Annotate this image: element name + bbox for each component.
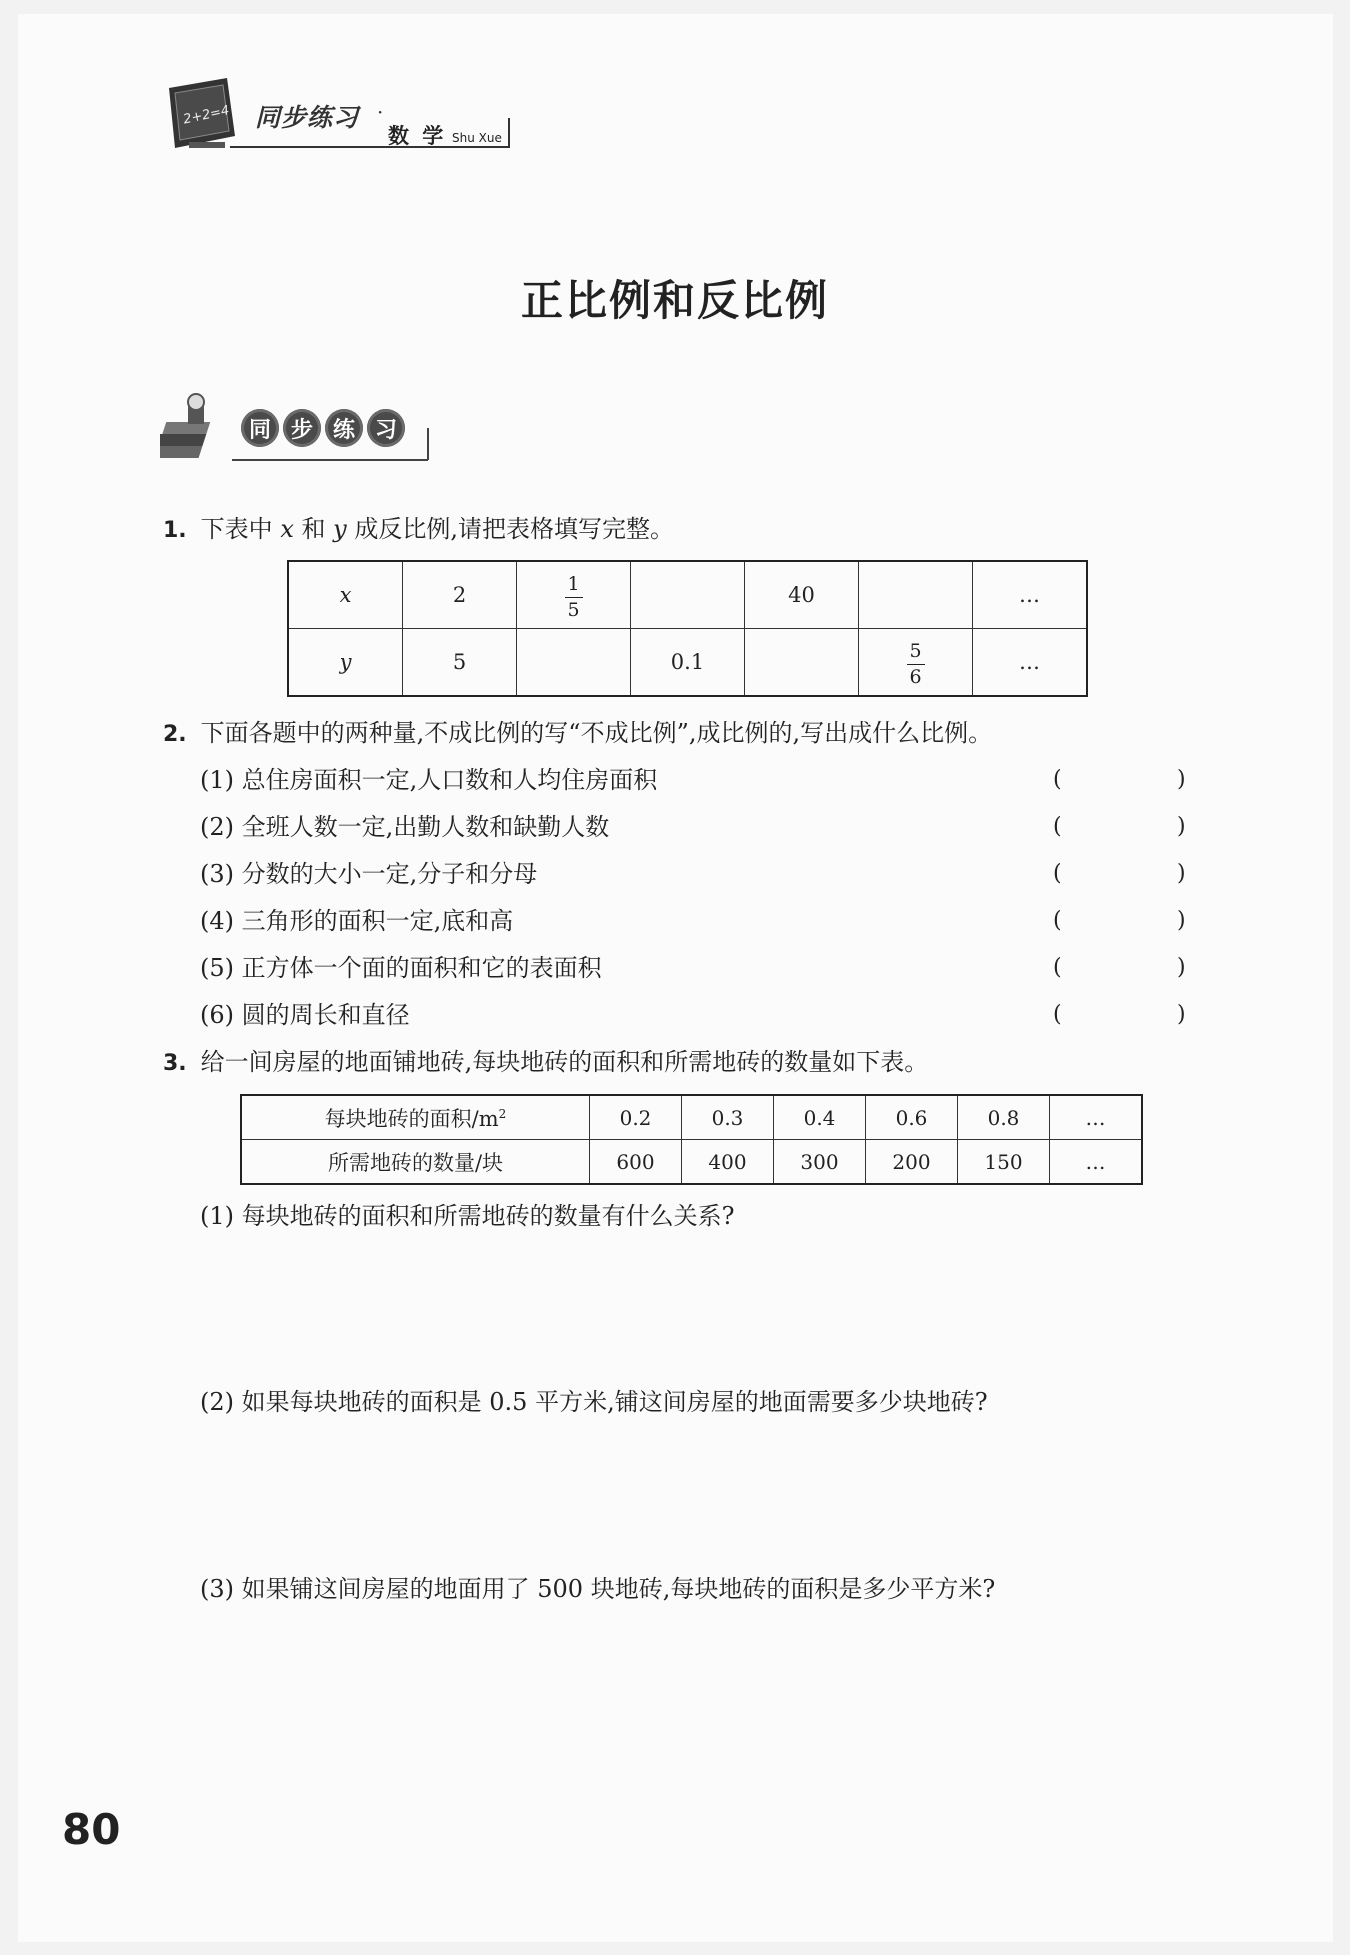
board-text: 2+2=4 xyxy=(181,103,231,128)
answer-paren-close: ) xyxy=(1177,955,1186,980)
question-text: 和 xyxy=(301,515,326,543)
answer-paren-close: ) xyxy=(1177,908,1186,933)
subject-name: 数 学 xyxy=(388,124,447,148)
header-corner-line xyxy=(508,118,510,148)
answer-paren-open: ( xyxy=(1053,955,1062,980)
table-cell xyxy=(859,629,973,697)
question-text: 成反比例,请把表格填写完整。 xyxy=(354,515,674,543)
answer-paren-close: ) xyxy=(1177,814,1186,839)
question-number: 3. xyxy=(163,1051,187,1076)
question-text: 下表中 xyxy=(200,515,273,543)
page-title: 正比例和反比例 xyxy=(520,276,829,325)
fraction-denominator: 5 xyxy=(567,598,580,621)
header-underline xyxy=(230,146,510,148)
books-lamp-icon xyxy=(160,392,232,468)
answer-paren-open: ( xyxy=(1053,1002,1062,1027)
badge-corner-line xyxy=(427,428,429,460)
question-3 xyxy=(163,1047,928,1079)
table-cell: 2 xyxy=(403,561,517,629)
fraction-denominator: 6 xyxy=(909,665,922,688)
inverse-proportion-table xyxy=(287,560,1088,697)
q3-subquestion: (2) 如果每块地砖的面积是 0.5 平方米,铺这间房屋的地面需要多少块地砖? xyxy=(200,1388,988,1416)
table-cell: 0.3 xyxy=(682,1095,774,1140)
table-cell: 300 xyxy=(774,1140,866,1185)
series-name: 同步练习 xyxy=(255,103,360,132)
answer-paren-open: ( xyxy=(1053,814,1062,839)
table-row xyxy=(241,1095,1142,1140)
ellipsis-cell: … xyxy=(1050,1140,1143,1185)
section-badge xyxy=(241,409,405,447)
question-2 xyxy=(163,718,992,750)
table-cell: 600 xyxy=(590,1140,682,1185)
answer-paren-close: ) xyxy=(1177,767,1186,792)
badge-underline xyxy=(232,459,428,461)
table-cell: 400 xyxy=(682,1140,774,1185)
answer-paren-open: ( xyxy=(1053,861,1062,886)
row-label-y: y xyxy=(288,629,403,697)
table-cell xyxy=(517,561,631,629)
table-cell: 0.2 xyxy=(590,1095,682,1140)
variable-x: x xyxy=(280,515,294,543)
table-cell: 150 xyxy=(958,1140,1050,1185)
table-row xyxy=(241,1140,1142,1185)
q3-subquestion: (3) 如果铺这间房屋的地面用了 500 块地砖,每块地砖的面积是多少平方米? xyxy=(200,1575,996,1603)
ellipsis-cell: … xyxy=(1050,1095,1143,1140)
table-cell: 0.6 xyxy=(866,1095,958,1140)
table-row xyxy=(288,561,1087,629)
tile-data-table xyxy=(240,1094,1143,1185)
table-cell: 40 xyxy=(745,561,859,629)
fraction xyxy=(907,639,925,688)
row-header: 每块地砖的面积$/m^2$ xyxy=(241,1095,590,1140)
ellipsis-cell: … xyxy=(973,561,1088,629)
table-cell: 5 xyxy=(403,629,517,697)
row-header: 所需地砖的数量/块 xyxy=(241,1140,590,1185)
question-number: 1. xyxy=(163,518,187,543)
ellipsis-cell: … xyxy=(973,629,1088,697)
fraction-numerator: 1 xyxy=(567,572,580,595)
answer-paren-close: ) xyxy=(1177,861,1186,886)
answer-paren-open: ( xyxy=(1053,767,1062,792)
q2-item: (3) 分数的大小一定,分子和分母 xyxy=(200,860,538,888)
answer-paren-open: ( xyxy=(1053,908,1062,933)
q2-item: (5) 正方体一个面的面积和它的表面积 xyxy=(200,954,602,982)
table-cell: 0.4 xyxy=(774,1095,866,1140)
variable-y: y xyxy=(333,515,347,543)
q2-item: (4) 三角形的面积一定,底和高 xyxy=(200,907,514,935)
question-number: 2. xyxy=(163,722,187,747)
blackboard-icon xyxy=(165,76,239,154)
q2-item: (2) 全班人数一定,出勤人数和缺勤人数 xyxy=(200,813,610,841)
page-number: 80 xyxy=(62,1805,121,1854)
table-cell: 0.1 xyxy=(631,629,745,697)
question-1 xyxy=(163,514,674,546)
answer-paren-close: ) xyxy=(1177,1002,1186,1027)
subject-pinyin: Shu Xue xyxy=(452,131,502,145)
badge-char: 练 xyxy=(325,409,363,447)
blank-cell xyxy=(517,629,631,697)
table-cell: 0.8 xyxy=(958,1095,1050,1140)
badge-char: 习 xyxy=(367,409,405,447)
question-text: 下面各题中的两种量,不成比例的写“不成比例”,成比例的,写出成什么比例。 xyxy=(200,719,993,747)
question-text: 给一间房屋的地面铺地砖,每块地砖的面积和所需地砖的数量如下表。 xyxy=(200,1048,929,1076)
blank-cell xyxy=(859,561,973,629)
row-label-x: x xyxy=(288,561,403,629)
header-dot: · xyxy=(377,100,384,124)
table-cell: 200 xyxy=(866,1140,958,1185)
q2-item: (1) 总住房面积一定,人口数和人均住房面积 xyxy=(200,766,658,794)
fraction-numerator: 5 xyxy=(909,639,922,662)
badge-char: 同 xyxy=(241,409,279,447)
blank-cell xyxy=(631,561,745,629)
q3-subquestion: (1) 每块地砖的面积和所需地砖的数量有什么关系? xyxy=(200,1202,735,1230)
q2-item: (6) 圆的周长和直径 xyxy=(200,1001,410,1029)
blank-cell xyxy=(745,629,859,697)
badge-char: 步 xyxy=(283,409,321,447)
fraction xyxy=(565,572,583,621)
table-row xyxy=(288,629,1087,697)
